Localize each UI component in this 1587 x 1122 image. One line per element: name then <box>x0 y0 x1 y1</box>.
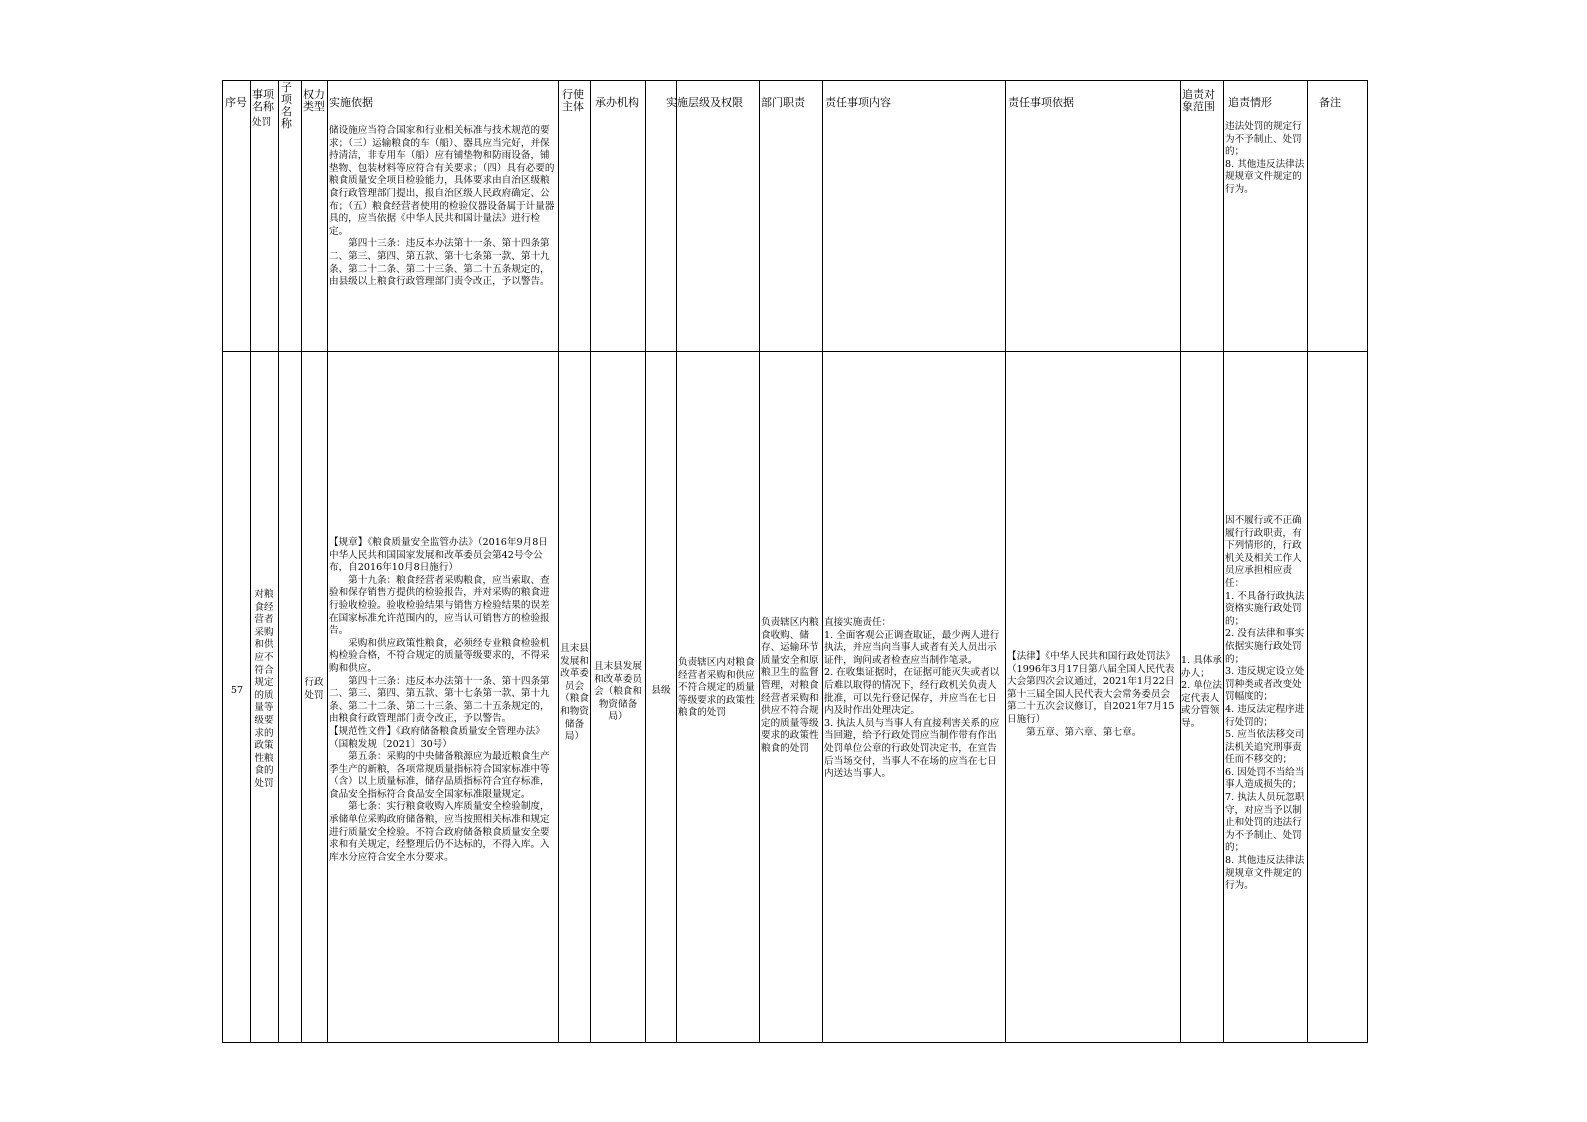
header-seq: 序号 <box>225 96 247 109</box>
column-divider <box>250 81 251 1042</box>
header-basis: 实施依据 <box>329 96 373 109</box>
column-divider <box>1180 81 1181 1042</box>
column-divider <box>759 81 760 1042</box>
column-divider <box>1005 81 1006 1042</box>
column-divider <box>301 81 302 1042</box>
header-resp-basis: 责任事项依据 <box>1008 96 1074 109</box>
row57-item-name: 对粮食经营者采购和供应不符合规定的质量等级要求的政策性粮食的处罚 <box>254 589 274 789</box>
column-divider <box>558 81 559 1042</box>
row57-level: 县级 <box>651 685 671 696</box>
row57-duty: 负责辖区内粮食收购、储存、运输环节质量安全和原粮卫生的监督管理，对粮食经营者采购和供应不符合规定的质量等级要求的政策性粮食的处罚 <box>761 617 819 754</box>
header-level: 实施层级及权限 <box>666 96 743 109</box>
column-divider <box>1307 81 1308 1042</box>
row57-subject: 且末县发展和改革委员会（粮食和物资储备局） <box>560 643 589 743</box>
header-agency: 承办机构 <box>595 96 639 109</box>
row57-resp-basis: 【法律】《中华人民共和国行政处罚法》（1996年3月17日第八届全国人民代表大会第四次会议通过，2021年1月22日第十三届全国人民代表大会常务委员会第二十五次会议修订，自2021年7月15日施行） 第五章、第六章、第七章。 <box>1007 651 1175 738</box>
column-divider <box>1223 81 1224 1042</box>
header-subject: 行使主体 <box>562 88 584 113</box>
column-divider <box>327 81 328 1042</box>
header-power-type: 权力类型 <box>303 88 325 113</box>
header-sub-item: 子项名称 <box>281 81 292 130</box>
column-divider <box>822 81 823 1042</box>
header-scope: 追责对象范围 <box>1182 88 1215 113</box>
continued-situation-text: 违法处罚的规定行为不予制止、处罚的； 8. 其他违反法律法规规章文件规定的行为。 <box>1225 121 1305 195</box>
header-duty: 部门职责 <box>761 96 805 109</box>
row57-resp-content: 直接实施责任： 1. 全面客观公正调查取证，最少两人进行执法，并应当向当事人或者有关人员出示证件，询问或者检查应当制作笔录。 2. 在收集证据时，在证据可能灭失或者以后难以取得的情况下，经行政机关负责人批准，可以先行登记保存，并应当在七日内及时作出处理决定。 3. 执法人员与当事人有直接利害关系的应当回避，给予行政处罚应当制作带有作出处罚单位公章的行政处罚决定书，在宣告后当场交付，当事人不在场的应当在七日内送达当事人。 <box>824 617 1000 780</box>
row57-basis-text: 【规章】《粮食质量安全监管办法》（2016年9月8日中华人民共和国国家发展和改革委员会第42号令公布，自2016年10月8日施行） 第十九条：粮食经营者采购粮食，应当索取、查验和保存销售方提供的检验报告，并对采购的粮食进行验收检验。验收检验结果与销售方检验结果的误差在国家标准允许范围内的，应当认可销售方的检验报告。 采购和供应政策性粮食，必须经专业粮食检验机构检验合格，不符合规定的质量等级要求的，不得采购和供应。 第四十三条：违反本办法第十一条、第十四条第二、第三、第四、第五款、第十七条第一款、第十九条、第二十二条、第二十三条、第二十五条规定的，由粮食行政管理部门责令改正，予以警告。 【规范性文件】《政府储备粮食质量安全管理办法》（国粮发规〔2021〕30号） 第五条：采购的中央储备粮源应为最近粮食生产季生产的新粮，各项常规质量指标符合国家标准中等（含）以上质量标准，储存品质指标符合宜存标准，食品安全指标符合食品安全国家标准限量规定。 第七条：实行粮食收购入库质量安全检验制度，承储单位采购政府储备粮，应当按照相关标准和规定进行质量安全检验。不符合政府储备粮食质量安全要求和有关规定，经整理后仍不达标的，不得入库。入库水分应符合安全水分要求。 <box>329 537 550 863</box>
column-divider <box>645 81 646 1042</box>
column-divider <box>676 81 677 1042</box>
row57-level-desc: 负责辖区内对粮食经营者采购和供应不符合规定的质量等级要求的政策性粮食的处罚 <box>678 657 755 719</box>
row57-seq: 57 <box>230 685 244 696</box>
header-remark: 备注 <box>1319 96 1341 109</box>
header-situation: 追责情形 <box>1228 96 1272 109</box>
header-resp-content: 责任事项内容 <box>825 96 891 109</box>
column-divider <box>278 81 279 1042</box>
header-item-name: 事项名称 <box>252 88 274 113</box>
row57-scope: 1. 具体承办人； 2. 单位法定代表人或分管领导。 <box>1181 655 1222 729</box>
row57-power-type: 行政处罚 <box>304 677 324 701</box>
row57-situation: 因不履行或不正确履行行政职责，有下列情形的，行政机关及相关工作人员应承担相应责任： 1. 不具备行政执法资格实施行政处罚的； 2. 没有法律和事实依据实施行政处罚的； 3. 违反规定设立处罚种类或者改变处罚幅度的； 4. 违反法定程序进行处罚的； 5. 应当依法移交司法机关追究刑事责任而不移交的； 6. 因处罚不当给当事人造成损失的； 7. 执法人员玩忽职守，对应当予以制止和处罚的违法行为不予制止、处罚的； 8. 其他违反法律法规规章文件规定的行为。 <box>1225 515 1305 892</box>
column-divider <box>590 81 591 1042</box>
continued-basis-text: 储设施应当符合国家和行业相关标准与技术规范的要求；（三）运输粮食的车（船）、器具应当完好，并保持清洁，非专用车（船）应有铺垫物和防雨设备，铺垫物、包装材料等应符合有关要求；（四）具有必要的粮食质量安全项目检验能力，具体要求由自治区级粮食行政管理部门提出，报自治区级人民政府确定、公布；（五）粮食经营者使用的检验仪器设备属于计量器具的，应当依据《中华人民共和国计量法》进行检定。 第四十三条：违反本办法第十一条、第十四条第二、第三、第四、第五款、第十七条第一款、第十九条、第二十二条、第二十三条、第二十五条规定的，由县级以上粮食行政管理部门责令改正，予以警告。 <box>329 125 555 288</box>
continued-item-fragment: 处罚 <box>252 117 272 128</box>
row-divider <box>223 351 1367 352</box>
row57-agency: 且末县发展和改革委员会（粮食和物资储备局） <box>594 661 642 723</box>
responsibility-table <box>222 80 1368 1043</box>
